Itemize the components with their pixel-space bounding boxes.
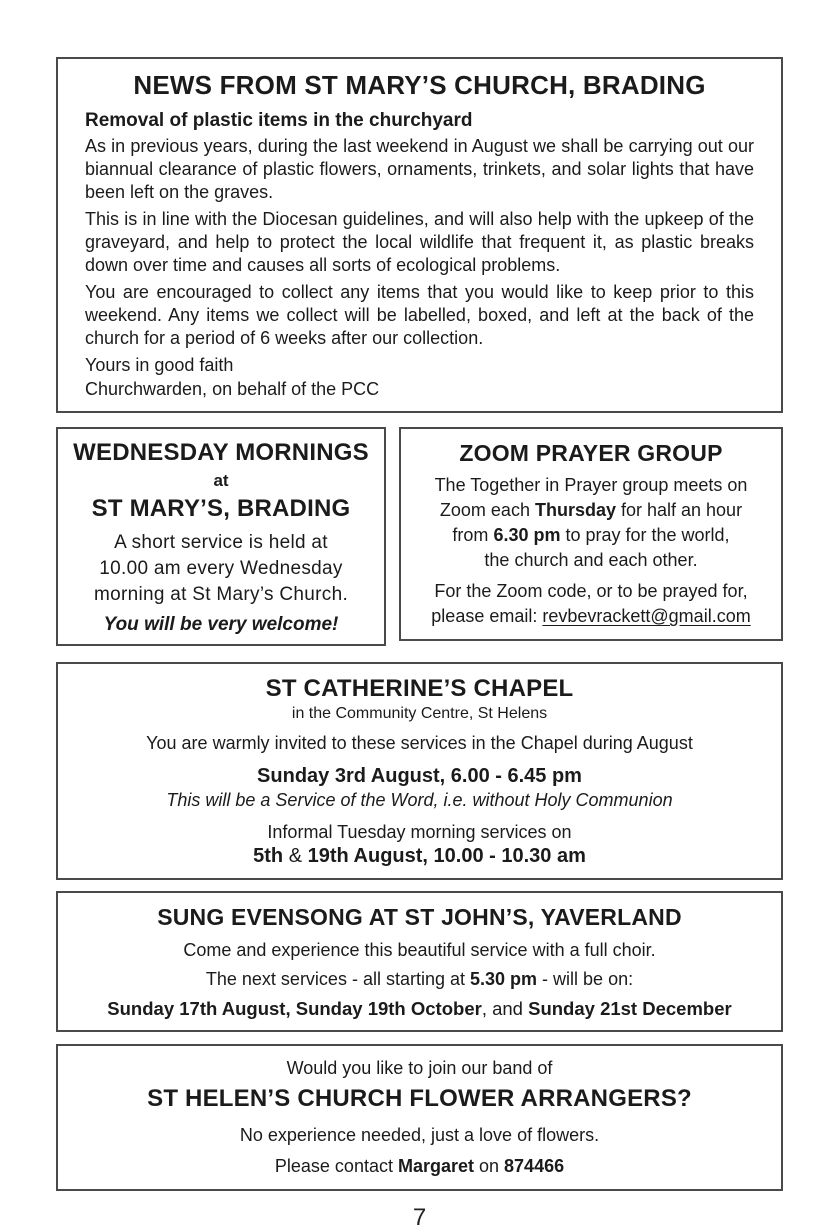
content-column [56, 57, 783, 1232]
zoom-prayer-title: ZOOM PRAYER GROUP [459, 440, 723, 466]
chapel-title: ST CATHERINE’S CHAPEL [265, 675, 574, 702]
zoom-prayer-text: The Together in Prayer group meets on [434, 475, 748, 495]
evensong-date: Sunday 21st December [528, 998, 732, 1019]
flowers-text: on [474, 1156, 505, 1176]
zoom-prayer-text: to pray for the world, [560, 525, 730, 545]
chapel-service-time: Sunday 3rd August, 6.00 - 6.45 pm [257, 765, 582, 787]
zoom-prayer-day: Thursday [534, 500, 616, 520]
zoom-prayer-text: from [452, 525, 494, 545]
news-paragraph: You are encouraged to collect any items that you would like to keep prior to this weekend. Any items we collect will be labelled, boxed, and left at the back of the church for a period of 6 weeks after our collection. [85, 282, 754, 348]
evensong-text: - will be on: [537, 969, 634, 989]
chapel-box [56, 662, 783, 880]
evensong-date: Sunday 17th August, Sunday 19th October [107, 998, 482, 1019]
evensong-title: SUNG EVENSONG AT ST JOHN’S, YAVERLAND [157, 904, 682, 930]
chapel-informal-dates [78, 845, 761, 868]
evensong-text: The next services - all starting at [205, 969, 470, 989]
zoom-prayer-paragraph [409, 473, 773, 573]
zoom-prayer-text: for half an hour [615, 500, 743, 520]
email-link[interactable]: revbevrackett@gmail.com [542, 606, 751, 626]
news-signature-line: Churchwarden, on behalf of the PCC [85, 379, 380, 399]
news-closing-line: Yours in good faith [85, 355, 234, 375]
wednesday-church-title: ST MARY’S, BRADING [91, 495, 351, 522]
chapel-date: 19th August, 10.00 - 10.30 am [307, 845, 586, 867]
wednesday-title: WEDNESDAY MORNINGS [73, 439, 369, 466]
wednesday-body-line: morning at St Mary’s Church. [93, 584, 349, 605]
two-column-row [56, 427, 783, 646]
wednesday-at: at [213, 471, 229, 490]
chapel-subtitle: in the Community Centre, St Helens [291, 705, 548, 722]
wednesday-welcome: You will be very welcome! [103, 614, 339, 635]
news-subheading: Removal of plastic items in the churchyard [85, 110, 473, 131]
flowers-phone-number: 874466 [504, 1156, 565, 1176]
evensong-intro: Come and experience this beautiful service with a full choir. [183, 940, 656, 960]
news-paragraph: As in previous years, during the last weekend in August we shall be carrying out our biannual clearance of plastic flowers, ornaments, trinkets, and solar lights that have been left on the graves. [85, 136, 754, 202]
news-box [56, 57, 783, 413]
news-paragraph: This is in line with the Diocesan guidelines, and will also help with the upkeep of the graveyard, and help to protect the local wildlife that frequent it, as plastic breaks down over time and causes all sorts of ecological problems. [85, 209, 754, 275]
zoom-prayer-text: the church and each other. [484, 550, 698, 570]
zoom-prayer-text: For the Zoom code, or to be prayed for, [434, 581, 748, 601]
flowers-intro: Would you like to join our band of [286, 1058, 553, 1078]
evensong-time: 5.30 pm [470, 969, 538, 989]
zoom-prayer-contact [409, 579, 773, 629]
flowers-contact-name: Margaret [397, 1156, 474, 1176]
flowers-title: ST HELEN’S CHURCH FLOWER ARRANGERS? [147, 1085, 692, 1112]
wednesday-body-line: A short service is held at [114, 532, 328, 553]
zoom-prayer-box [399, 427, 783, 641]
evensong-schedule [72, 969, 767, 990]
chapel-ampersand: & [283, 845, 308, 867]
wednesday-body-line: 10.00 am every Wednesday [99, 558, 343, 579]
chapel-intro: You are warmly invited to these services in the Chapel during August [146, 733, 693, 753]
wednesday-mornings-box [56, 427, 386, 646]
flowers-text: Please contact [274, 1156, 398, 1176]
flowers-line: No experience needed, just a love of flowers. [239, 1125, 600, 1145]
zoom-prayer-text: Zoom each [439, 500, 535, 520]
evensong-box [56, 891, 783, 1032]
flowers-contact [72, 1156, 767, 1177]
wednesday-body [64, 530, 378, 608]
evensong-dates [72, 998, 767, 1020]
zoom-prayer-time: 6.30 pm [493, 525, 561, 545]
evensong-text: , and [481, 998, 529, 1019]
zoom-prayer-text: please email: [431, 606, 543, 626]
flower-arrangers-box [56, 1044, 783, 1191]
chapel-service-note: This will be a Service of the Word, i.e. without Holy Communion [166, 790, 673, 810]
news-title: NEWS FROM ST MARY’S CHURCH, BRADING [133, 70, 706, 100]
page-number: 7 [412, 1204, 427, 1231]
chapel-date: 5th [253, 845, 284, 867]
chapel-informal-intro: Informal Tuesday morning services on [267, 822, 572, 842]
